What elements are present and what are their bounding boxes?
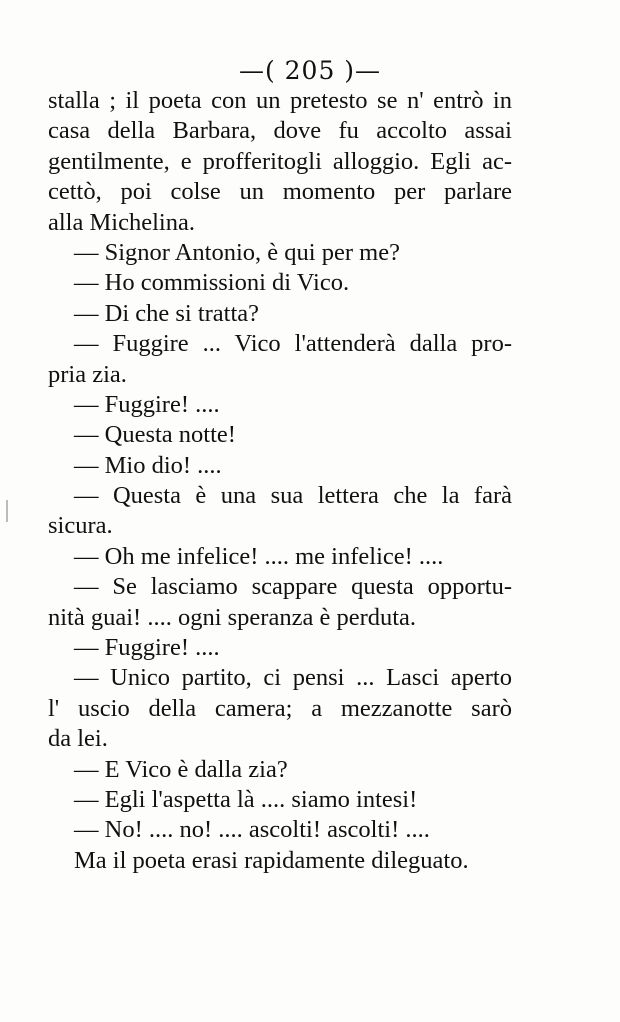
text-line: — Questa notte! [74, 421, 236, 449]
text-line: — Oh me infelice! .... me infelice! .... [74, 542, 444, 570]
text-line: l' uscio della camera; a mezzanotte sarò [48, 694, 512, 722]
text-line: — Signor Antonio, è qui per me? [74, 238, 400, 266]
text-line: gentilmente, e profferitogli alloggio. Egli ac- [48, 147, 512, 175]
text-line: sicura. [48, 512, 113, 540]
text-line: — Fuggire! .... [74, 634, 220, 662]
text-line: — Se lasciamo scappare questa opportu- [74, 573, 512, 601]
margin-mark [6, 500, 8, 522]
text-line: — Di che si tratta? [74, 299, 260, 327]
text-line: da lei. [48, 725, 108, 753]
text-line: — Unico partito, ci pensi ... Lasci aperto [74, 664, 512, 692]
text-line: pria zia. [48, 360, 127, 388]
page-number: —( 205 )— [238, 56, 382, 85]
text-line: — Questa è una sua lettera che la farà [74, 482, 512, 510]
text-line: — No! .... no! .... ascolti! ascolti! .... [74, 816, 430, 844]
text-line: — Mio dio! .... [74, 451, 222, 479]
text-line: Ma il poeta erasi rapidamente dileguato. [74, 846, 469, 874]
text-line: — Ho commissioni di Vico. [74, 269, 350, 297]
text-line: stalla ; il poeta con un pretesto se n' entrò in [48, 87, 512, 114]
text-line: casa della Barbara, dove fu accolto assai [48, 117, 512, 145]
text-line: nità guai! .... ogni speranza è perduta. [48, 603, 417, 631]
page-body-text [48, 86, 512, 876]
text-line: — Fuggire! .... [74, 390, 220, 418]
text-line: alla Michelina. [48, 208, 195, 236]
text-line: — Egli l'aspetta là .... siamo intesi! [74, 785, 418, 813]
text-line: — Fuggire ... Vico l'attenderà dalla pro- [74, 330, 512, 358]
text-line: cettò, poi colse un momento per parlare [48, 178, 512, 206]
text-line: — E Vico è dalla zia? [74, 755, 288, 783]
